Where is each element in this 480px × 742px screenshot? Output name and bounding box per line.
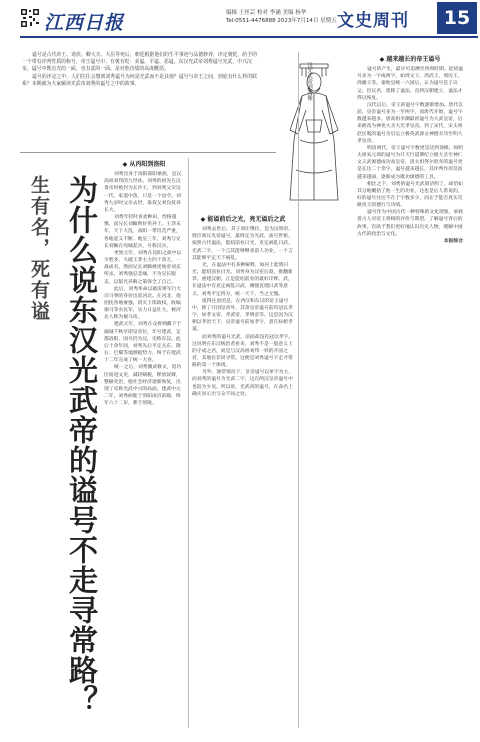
header-meta <box>226 9 337 25</box>
paragraph: 值得注意的是，在西汉和东汉的帝王谥号中，除了开国皇帝外，其余皇帝谥号前均冠以孝字，如孝文帝、孝武帝、孝明帝等。这是因为汉朝以孝治天下，皇帝谥号前加孝字，意在标榜孝道。 <box>192 298 293 333</box>
paragraph: 光，在谥法中有多种解释，如居上能明曰光、能绍前业曰光。刘秀身为汉室后裔，推翻新莽，重建汉朝，正是能绍前业的最好诠释。武，在谥法中有克定祸乱曰武、刚强直理曰武等意义，刘秀平定四方，统一天下，当之无愧。 <box>192 262 293 297</box>
page-number: 15 <box>437 2 477 34</box>
headline: 为什么说东汉光武帝的谥号不走寻常路？ <box>65 175 99 715</box>
intro-text <box>22 52 258 88</box>
intro-paragraph: 谥号的评定之中，人们往往会想到刘秀谥号为何是光武而不是其他？谥号与帝王之间，到底有什么样的联系？本期就为大家解读光武帝刘秀的谥号之中的故事。 <box>22 73 257 87</box>
intro-divider <box>20 152 276 153</box>
section-title: 文史周刊 <box>337 11 409 31</box>
paragraph: 另外，通常情况下，皇帝谥号以单字为主，而刘秀的谥号为光武二字，这在两汉皇帝谥号中也较为少见。所以说，光武帝的谥号，在命名上确实显示出与众不同之处。 <box>192 370 294 397</box>
paragraph: 而刘秀的谥号光武，前面却没有冠以孝字。这说明在东汉统治者看来，刘秀不是一般意义上的守成之君，而是与汉高祖刘邦一样的开国之君，其地位非同寻常。这便是刘秀谥号不走寻常路的第一个体现。 <box>192 334 294 369</box>
column-heading: ◆ 能谥前后之光，亮无谥后之武 <box>200 216 286 223</box>
signature: 本报综合 <box>443 238 463 244</box>
header-rule <box>20 36 478 38</box>
paragraph: 谥号作为中国古代一种特殊的文化现象，承载着古人对帝王将相的评价与期望。了解谥号背后的故事，有助于我们更好地认识历史人物，理解中国古代的政治与文化。 <box>357 210 463 237</box>
paragraph: 建武元年，刘秀在众将拥戴下于鄗城千秋亭即皇帝位，年号建武，定都洛阳，国号仍为汉，史称东汉。此后十余年间，刘秀先后平定关东、陇右、巴蜀等地割据势力，终于在建武十二年完成了统一大业。 <box>104 322 182 364</box>
emperor-portrait-illustration <box>276 60 352 210</box>
column-divider <box>298 52 299 728</box>
illustration-caption: 汉光武帝刘秀像 <box>306 62 312 101</box>
column-heading: ◆ 越来越长的帝王谥号 <box>379 56 441 63</box>
paragraph: 此后，刘秀奉命以破虏将军行大司马事的身份出巡河北。在河北，他招抚各地豪强，消灭王郎政权，收编铜马等农民军，实力日益壮大，被河北人称为铜马帝。 <box>104 286 182 321</box>
newspaper-logo: 江西日报 <box>44 12 125 34</box>
editor-line: 编辑 王丝芸 校对 李涵 美编 杨华 <box>226 10 307 16</box>
column-heading: ◆ 从丙阳到洛阳 <box>122 161 166 168</box>
masthead <box>0 0 480 40</box>
article-column-1 <box>104 157 184 407</box>
paragraph: 相比之下，刘秀的谥号光武简洁明了，却恰如其分地概括了他一生的功业。这也是后人常说的，好的谥号往往不在于字数多少，而在于能否真实反映帝王的德行与功绩。 <box>357 181 463 209</box>
paragraph: 谥号的产生，最早可追溯至西周时期。起初谥号多为一字或两字，如周文王、周武王、周厉王、周幽王等。秦始皇统一六国后，认为谥号是子议父、臣议君，废除了谥法。直到汉朝建立，谥法才得以恢复。 <box>357 67 463 101</box>
paragraph: 刘秀去世后，其子刘庄继位，是为汉明帝。群臣商议先帝谥号，最终定为光武，庙号世祖。按照古代谥法，能绍前业曰光，克定祸乱曰武。光武二字，一个言其能够继承前人功业，一个言其能够平定天下祸乱。 <box>192 227 294 261</box>
qr-code-icon <box>20 8 40 28</box>
column-divider <box>188 158 189 728</box>
subheadline: 生有名，死有谥 <box>28 175 50 322</box>
paragraph: 汉代以后，帝王的谥号字数逐渐增加。唐代以前，皇帝谥号多为一至两字，而唐代开始，谥号字数越来越多。唐高祖李渊最初谥号为大武皇帝，后来被改为神尧大圣大光孝皇帝。到了宋代，宋太祖赵匡胤的谥号为启运立极英武睿文神德圣功至明大孝皇帝。 <box>357 102 463 144</box>
intro-paragraph: 谥号是古代帝王、诸侯、卿大夫、大臣等死后，朝廷根据他们的生平事迹与品德修养，评定褒贬，给予的一个带有评判性质的称号。帝王谥号中，有褒有贬：美谥、平谥、恶谥。东汉光武帝刘秀谥号光武，中兴汉室，谥号中既有光的一面，也有武的一面，是对他功绩的高度概括。 <box>22 52 257 73</box>
paragraph: 统一之后，刘秀偃武修文，退功臣而进文吏，减轻赋税，释放奴婢，整顿吏治，使社会经济逐渐恢复，出现了史称光武中兴的局面。建武中元二年，刘秀病逝于洛阳南宫前殿，终年六十二岁，葬于原陵。 <box>104 365 182 407</box>
paragraph: 明清两代，帝王谥号字数更是达到顶峰。如明太祖朱元璋的谥号为开天行道肇纪立极大圣至神仁文义武俊德成功高皇帝，清太祖努尔哈赤的谥号更是长达二十余字。谥号越来越长，其评判作用反而越来越弱，逐渐成为歌功颂德的工具。 <box>357 145 463 180</box>
article-column-2 <box>192 212 294 398</box>
paragraph: 更始元年，刘秀在昆阳之战中以少胜多，大破王莽主力四十余万，一战成名。然而兄长刘縯被更始帝刘玄所杀，刘秀强忍悲痛，不为兄长服丧，以韬光养晦之策保全了自己。 <box>104 250 182 285</box>
paragraph: 刘秀出身于南阳蔡阳豪族，是汉高祖刘邦的九世孙。刘秀的祖先在汉景帝时被封为长沙王，到刘秀父亲这一代，家道中落，只是一个县令。刘秀九岁时父亲去世，靠叔父刘良抚养长大。 <box>104 172 182 213</box>
paragraph: 刘秀年轻时喜欢种田，性格谨慎，而兄长刘縯则好侠养士。王莽末年，天下大乱，南阳一带饥荒严重，各地起义不断。地皇三年，刘秀与兄长刘縯在宛城起兵，号称汉兵。 <box>104 215 181 249</box>
article-column-3 <box>357 52 463 245</box>
date-line: Tel:0551-4476888 2023年7月14日 星期五 <box>226 18 337 24</box>
